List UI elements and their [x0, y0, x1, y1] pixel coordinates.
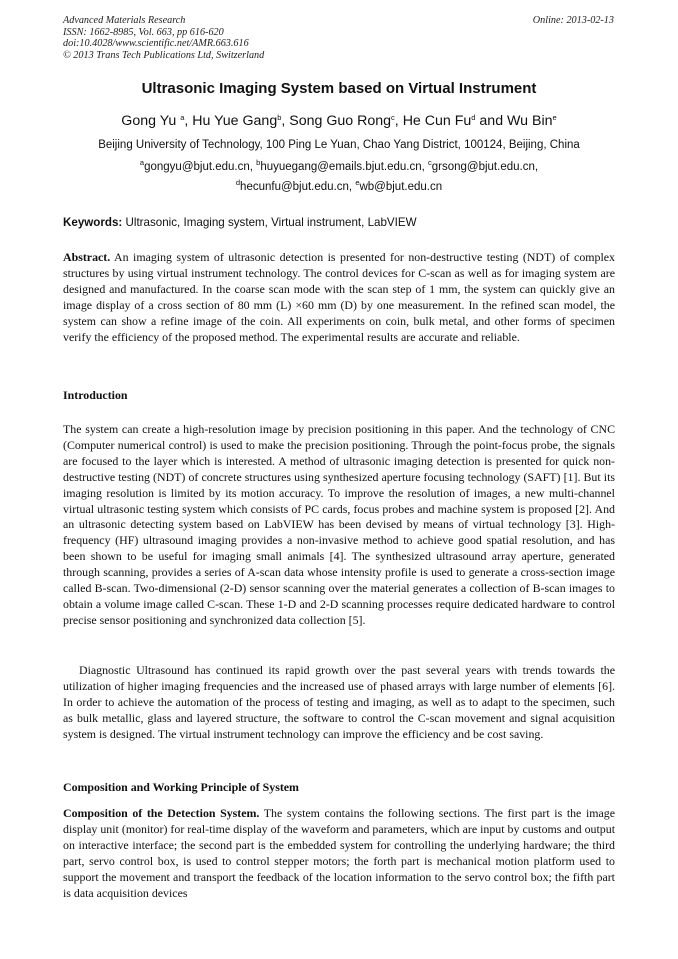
abstract-label: Abstract.	[63, 250, 111, 264]
email-address: huyuegang@emails.bjut.edu.cn	[260, 161, 422, 173]
email-address: gongyu@bjut.edu.cn	[144, 161, 250, 173]
email-address: hecunfu@bjut.edu.cn	[240, 181, 349, 193]
email-superscript: b	[256, 158, 261, 167]
author-name: Wu Bin	[507, 113, 553, 129]
keywords	[63, 216, 417, 230]
email-line: $^d$hecunfu@bjut.edu.cn, $^e$wb@bjut.edu.cn	[235, 178, 443, 193]
email-superscript: c	[428, 158, 432, 167]
online-date: Online: 2013-02-13	[532, 15, 614, 26]
email-superscript: d	[235, 178, 241, 187]
copyright-line: © 2013 Trans Tech Publications Ltd, Switzerland	[63, 49, 265, 61]
author-superscript: a	[180, 113, 185, 122]
composition-lead: Composition of the Detection System.	[63, 806, 260, 820]
intro-paragraph-1: The system can create a high-resolution image by precision positioning in this paper. And the technology of CNC (Computer numerical control) is used to make the precision positioning. Through the point-focus probe, the signals are focused to the layer which is interested. A method of ultrasonic imaging detection is presented for quick non-destructive testing (NDT) of concrete structures using synthesized aperture focusing technology (SAFT) [1]. But its imaging resolution is limited by its motion accuracy. To improve the resolution of images, a new multi-channel virtual ultrasonic testing system which consists of PC cards, focus probes and machine system is proposed [2]. And an ultrasonic detecting system based on LabVIEW has been devised by means of virtual technology [3]. High-frequency (HF) ultrasound imaging provides a non-invasive method to achieve good spatial resolution, and has been shown to be useful for imaging small animals [4]. The synthesized ultrasound array aperture, generated through scanning, provides a series of A-scan data whose intensity profile is used to generate a cross-section image called B-scan. Two-dimensional (2-D) sensor scanning over the material generates a collection of B-scan images to obtain a volume image called C-scan. These 1-D and 2-D scanning processes require dedicated hardware to control precise sensor positioning and synchronized data collection [5].	[63, 422, 615, 627]
paper-title: Ultrasonic Imaging System based on Virtual Instrument	[141, 80, 537, 97]
keywords-label: Keywords:	[63, 216, 123, 229]
abstract	[63, 250, 615, 345]
composition-paragraph	[63, 806, 615, 901]
author-name: Song Guo Rong	[289, 113, 392, 129]
author-superscript: e	[552, 113, 557, 122]
author-list: Gong Yu $^a$, Hu Yue Gang$^b$, Song Guo Rong$^c$, He Cun Fu$^d$ and Wu Bin$^e$	[121, 113, 557, 129]
author-name: Gong Yu	[121, 113, 177, 129]
author-superscript: d	[471, 113, 476, 122]
issn-line: ISSN: 1662-8985, Vol. 663, pp 616-620	[63, 26, 224, 38]
composition-text: The system contains the following sections. The first part is the image display unit (monitor) for real-time display of the waveform and parameters, which are input by customs and output on interactive interface; the second part is the embedded system for controlling the underlying hardware; the third part, servo control box, is used to control stepper motors; the forth part is mechanical motion platform used to support the movement and transport the feedback of the location information to the servo control box; the fifth part is data acquisition devices	[63, 806, 615, 900]
author-name: He Cun Fu	[402, 113, 472, 129]
section-heading-introduction: Introduction	[63, 388, 128, 402]
journal-header	[63, 15, 264, 61]
journal-name: Advanced Materials Research	[63, 15, 186, 26]
email-address: grsong@bjut.edu.cn	[431, 161, 535, 173]
email-line: $^a$gongyu@bjut.edu.cn, $^b$huyuegang@emails.bjut.edu.cn, $^c$grsong@bjut.edu.cn,	[139, 158, 539, 173]
intro-paragraph-2: Diagnostic Ultrasound has continued its rapid growth over the past several years with trends towards the utilization of higher imaging frequencies and the increased use of phased arrays with large number of elements [6]. In order to achieve the automation of the process of testing and imaging, as well as to adapt to the specimen, such as bulk metallic, glass and layered structure, the software to control the C-scan movement and signal acquisition system is designed. The virtual instrument technology can improve the efficiency and be cost saving.	[63, 663, 615, 741]
email-superscript: e	[355, 178, 360, 187]
email-superscript: a	[139, 158, 145, 167]
keywords-text: Ultrasonic, Imaging system, Virtual instrument, LabVIEW	[125, 216, 417, 229]
abstract-text: An imaging system of ultrasonic detection is presented for non-destructive testing (NDT) of complex structures by using virtual instrument technology. The control devices for C-scan as well as for imaging system are designed and manufactured. In the coarse scan mode with the scan step of 1 mm, the system can quickly give an image display of a cross section of 80 mm (L) ×60 mm (D) by one measurement. In the refined scan model, the system can show a refine image of the coin. All experiments on coin, bulk metal, and other forms of specimen verify the efficiency of the proposed method. The experimental results are accurate and reliable.	[63, 250, 615, 344]
email-address: wb@bjut.edu.cn	[359, 181, 443, 193]
section-heading-composition: Composition and Working Principle of System	[63, 780, 299, 794]
author-superscript: b	[277, 113, 282, 122]
author-name: Hu Yue Gang	[192, 113, 278, 129]
doi-line: doi:10.4028/www.scientific.net/AMR.663.616	[63, 38, 249, 50]
author-superscript: c	[391, 113, 395, 122]
affiliation: Beijing University of Technology, 100 Ping Le Yuan, Chao Yang District, 100124, Beijing, China	[98, 139, 580, 151]
